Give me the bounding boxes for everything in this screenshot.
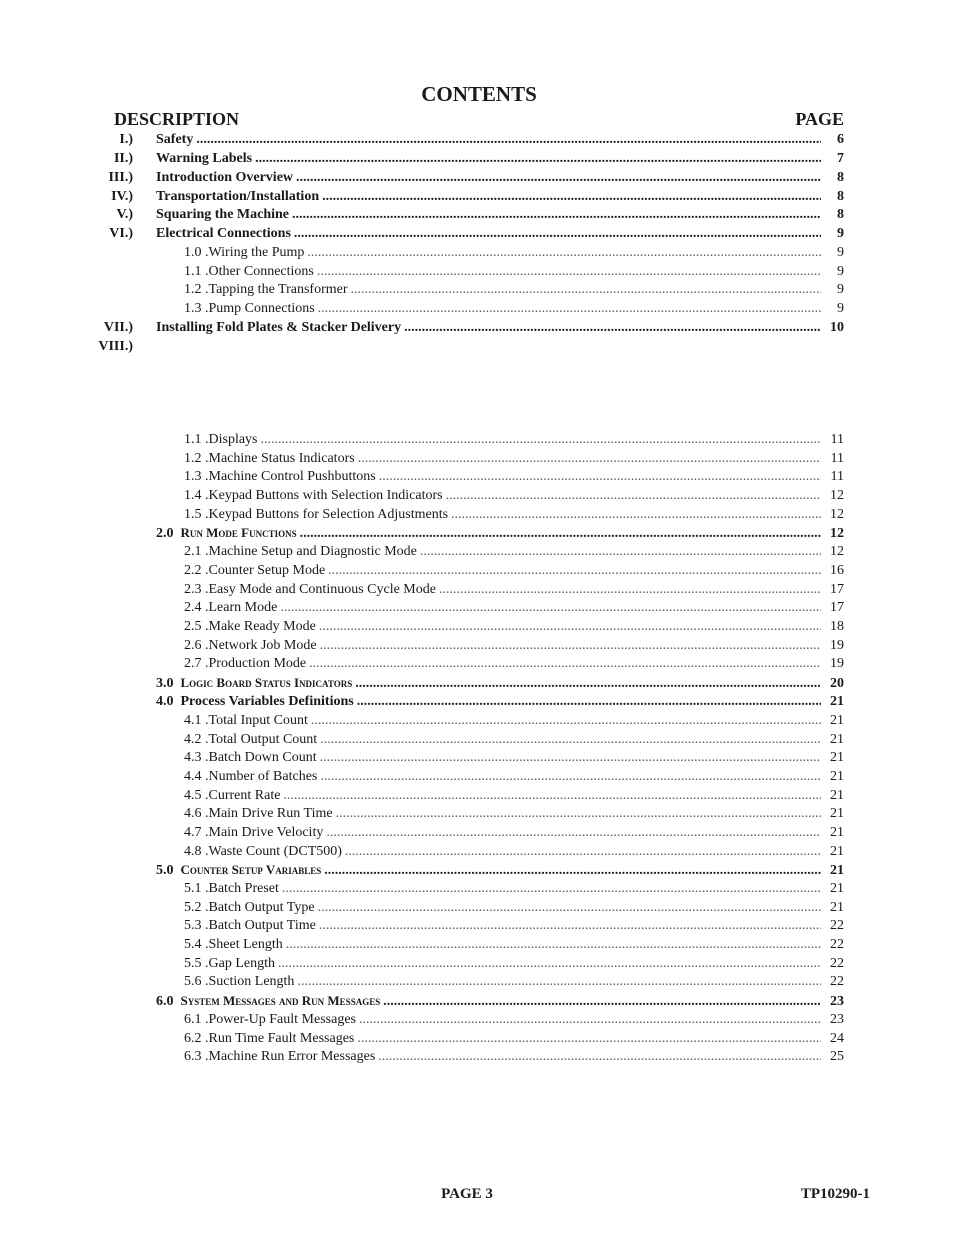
dot-leader — [319, 618, 821, 636]
entry-title: Electrical Connections — [156, 226, 291, 241]
toc-entry: 5.4 .Sheet Length ..... 22 — [0, 936, 954, 954]
entry-number: 2.5 — [184, 619, 202, 634]
entry-page-number: 22 — [830, 956, 844, 971]
toc-entry: 2.6 .Network Job Mode ..... 19 — [0, 637, 954, 655]
entry-title: Production Mode — [208, 656, 307, 671]
toc-entry: 4.3 .Batch Down Count ..... 21 — [0, 749, 954, 767]
entry-page-number: 21 — [830, 844, 844, 859]
toc-entry: 6.3 .Machine Run Error Messages ..... 25 — [0, 1048, 954, 1066]
toc-entry — [0, 150, 954, 168]
entry-page-number: 17 — [830, 600, 844, 615]
toc-entry — [0, 188, 954, 206]
toc-entry: 4.1 .Total Input Count ..... 21 — [0, 712, 954, 730]
entry-page-number: 11 — [830, 451, 844, 466]
section-roman-numeral: VII.) — [103, 320, 133, 335]
entry-number: 3.0 — [156, 676, 174, 691]
entry-title: Logic Board Status Indicators — [180, 675, 353, 690]
entry-number: 4.6 — [184, 806, 202, 821]
toc-entry — [0, 693, 954, 711]
entry-number: 6.0 — [156, 994, 174, 1009]
toc-entry — [0, 131, 954, 149]
toc-entry: 1.0 .Wiring the Pump ..... 9 — [0, 244, 954, 262]
entry-title: Total Output Count — [208, 732, 318, 747]
toc-entry: 4.2 .Total Output Count ..... 21 — [0, 731, 954, 749]
section-roman-numeral: V.) — [116, 207, 133, 222]
entry-page-number: 12 — [830, 526, 844, 541]
entry-page-number: 9 — [837, 282, 844, 297]
entry-number: 4.2 — [184, 732, 202, 747]
dot-leader — [320, 768, 821, 786]
dot-leader — [378, 1048, 821, 1066]
entry-page-number: 21 — [830, 750, 844, 765]
toc-entry: 5.3 .Batch Output Time ..... 22 — [0, 917, 954, 935]
entry-title: Introduction Overview — [156, 170, 294, 185]
page-header: PAGE — [795, 109, 844, 129]
entry-title: Waste Count (DCT500) — [208, 844, 342, 859]
entry-title: Counter Setup Variables — [180, 862, 322, 877]
entry-number: 5.6 — [184, 974, 202, 989]
entry-page-number: 25 — [830, 1049, 844, 1064]
entry-page-number: 22 — [830, 974, 844, 989]
entry-title: Tapping the Transformer — [208, 282, 348, 297]
entry-title: Warning Labels — [156, 151, 253, 166]
dot-leader — [297, 973, 821, 991]
entry-page-number: 21 — [830, 713, 844, 728]
dot-leader — [318, 300, 821, 318]
entry-title: Keypad Buttons with Selection Indicators — [208, 488, 443, 503]
entry-page-number: 9 — [837, 264, 844, 279]
entry-title: Run Time Fault Messages — [208, 1031, 355, 1046]
entry-page-number: 8 — [837, 207, 844, 222]
toc-entry: 4.4 .Number of Batches ..... 21 — [0, 768, 954, 786]
dot-leader — [255, 150, 821, 168]
entry-page-number: 9 — [837, 226, 844, 241]
toc-entry — [0, 524, 954, 542]
toc-entry — [0, 169, 954, 187]
toc-entry — [0, 206, 954, 224]
entry-number: 1.2 — [184, 451, 202, 466]
toc-entry: 1.2 .Tapping the Transformer ..... 9 — [0, 281, 954, 299]
toc-entry: 2.4 .Learn Mode ..... 17 — [0, 599, 954, 617]
entry-title: Pump Connections — [208, 301, 315, 316]
dot-leader — [336, 805, 821, 823]
entry-number: 4.5 — [184, 788, 202, 803]
entry-page-number: 21 — [830, 694, 844, 709]
entry-title: Installing Fold Plates & Stacker Delivery — [156, 320, 402, 335]
dot-leader — [358, 450, 821, 468]
entry-number: 6.2 — [184, 1031, 202, 1046]
entry-title: Power-Up Fault Messages — [208, 1012, 356, 1027]
dot-leader — [404, 319, 821, 337]
dot-leader — [383, 993, 821, 1011]
section-roman-numeral: II.) — [113, 151, 133, 166]
entry-number: 4.8 — [184, 844, 202, 859]
entry-title: Network Job Mode — [208, 638, 317, 653]
entry-number: 2.3 — [184, 582, 202, 597]
dot-leader — [357, 1030, 821, 1048]
dot-leader — [286, 936, 821, 954]
dot-leader — [307, 244, 821, 262]
entry-number: 2.7 — [184, 656, 202, 671]
entry-title: Sheet Length — [208, 937, 283, 952]
entry-number: 4.0 — [156, 694, 174, 709]
entry-page-number: 7 — [837, 151, 844, 166]
entry-title: Batch Output Time — [208, 918, 316, 933]
toc-entry: 1.5 .Keypad Buttons for Selection Adjustments ..... 12 — [0, 506, 954, 524]
entry-page-number: 20 — [830, 676, 844, 691]
page-title: CONTENTS — [421, 82, 537, 106]
entry-page-number: 24 — [830, 1031, 844, 1046]
entry-number: 5.3 — [184, 918, 202, 933]
entry-page-number: 17 — [830, 582, 844, 597]
toc-entry: 1.2 .Machine Status Indicators ..... 11 — [0, 450, 954, 468]
section-roman-numeral: VI.) — [109, 226, 133, 241]
toc-entry: 1.4 .Keypad Buttons with Selection Indicators ..... 12 — [0, 487, 954, 505]
entry-title: System Messages and Run Messages — [180, 993, 381, 1008]
entry-number: 2.4 — [184, 600, 202, 615]
dot-leader — [311, 712, 821, 730]
toc-entry: 1.1 .Displays ..... 11 — [0, 431, 954, 449]
entry-title: Wiring the Pump — [208, 245, 305, 260]
entry-title: Squaring the Machine — [156, 207, 290, 222]
entry-number: 1.0 — [184, 245, 202, 260]
entry-page-number: 8 — [837, 170, 844, 185]
dot-leader — [351, 281, 821, 299]
entry-number: 2.1 — [184, 544, 202, 559]
entry-page-number: 19 — [830, 638, 844, 653]
entry-title: Learn Mode — [208, 600, 278, 615]
entry-title: Total Input Count — [208, 713, 308, 728]
entry-title: Gap Length — [208, 956, 275, 971]
dot-leader — [196, 131, 821, 149]
entry-page-number: 19 — [830, 656, 844, 671]
entry-number: 4.4 — [184, 769, 202, 784]
entry-page-number: 21 — [830, 769, 844, 784]
entry-title: Number of Batches — [208, 769, 318, 784]
entry-number: 1.5 — [184, 507, 202, 522]
entry-page-number: 21 — [830, 900, 844, 915]
entry-title: Machine Status Indicators — [208, 451, 355, 466]
toc-entry: 2.2 .Counter Setup Mode ..... 16 — [0, 562, 954, 580]
entry-title: Displays — [208, 432, 258, 447]
dot-leader — [318, 899, 821, 917]
entry-page-number: 23 — [830, 1012, 844, 1027]
toc-entry: 2.1 .Machine Setup and Diagnostic Mode ..... 12 — [0, 543, 954, 561]
dot-leader — [324, 862, 821, 880]
entry-number: 1.3 — [184, 301, 202, 316]
entry-title: Suction Length — [208, 974, 295, 989]
entry-title: Current Rate — [208, 788, 281, 803]
dot-leader — [320, 731, 821, 749]
entry-number: 1.2 — [184, 282, 202, 297]
dot-leader — [320, 637, 821, 655]
dot-leader — [446, 487, 821, 505]
toc-entry: 1.1 .Other Connections ..... 9 — [0, 263, 954, 281]
toc-entry: 4.5 .Current Rate ..... 21 — [0, 787, 954, 805]
entry-number: 4.7 — [184, 825, 202, 840]
entry-title: Main Drive Velocity — [208, 825, 324, 840]
entry-title: Main Drive Run Time — [208, 806, 333, 821]
entry-title: Machine Setup and Diagnostic Mode — [208, 544, 417, 559]
toc-entry: 5.5 .Gap Length ..... 22 — [0, 955, 954, 973]
entry-number: 2.0 — [156, 526, 174, 541]
entry-title: Make Ready Mode — [208, 619, 316, 634]
entry-title: Run Mode Functions — [180, 525, 297, 540]
entry-number: 4.1 — [184, 713, 202, 728]
entry-page-number: 11 — [830, 469, 844, 484]
dot-leader — [309, 655, 821, 673]
entry-page-number: 11 — [830, 432, 844, 447]
dot-leader — [261, 431, 822, 449]
section-roman-numeral: IV.) — [111, 189, 133, 204]
toc-entry: 2.5 .Make Ready Mode ..... 18 — [0, 618, 954, 636]
entry-page-number: 21 — [830, 806, 844, 821]
entry-title: Keypad Buttons for Selection Adjustments — [208, 507, 449, 522]
entry-page-number: 23 — [830, 994, 844, 1009]
toc-entry — [0, 674, 954, 692]
entry-page-number: 21 — [830, 788, 844, 803]
entry-number: 6.3 — [184, 1049, 202, 1064]
toc-entry — [0, 319, 954, 337]
dot-leader — [296, 169, 821, 187]
entry-title: Batch Output Type — [208, 900, 315, 915]
entry-page-number: 9 — [837, 301, 844, 316]
section-roman-numeral: VIII.) — [98, 339, 133, 354]
entry-number: 2.2 — [184, 563, 202, 578]
entry-number: 5.2 — [184, 900, 202, 915]
entry-number: 5.4 — [184, 937, 202, 952]
entry-page-number: 21 — [830, 825, 844, 840]
dot-leader — [278, 955, 821, 973]
dot-leader — [292, 206, 821, 224]
entry-title: Process Variables Definitions — [180, 694, 354, 709]
entry-page-number: 12 — [830, 544, 844, 559]
toc-entry: 2.7 .Production Mode ..... 19 — [0, 655, 954, 673]
toc-entry — [0, 225, 954, 243]
entry-title: Batch Down Count — [208, 750, 317, 765]
entry-title: Safety — [156, 132, 194, 147]
toc-entry: 5.6 .Suction Length ..... 22 — [0, 973, 954, 991]
entry-number: 5.0 — [156, 863, 174, 878]
entry-page-number: 22 — [830, 937, 844, 952]
entry-page-number: 16 — [830, 563, 844, 578]
entry-title: Batch Preset — [208, 881, 279, 896]
entry-number: 1.3 — [184, 469, 202, 484]
entry-page-number: 9 — [837, 245, 844, 260]
entry-number: 1.1 — [184, 432, 202, 447]
entry-page-number: 6 — [837, 132, 844, 147]
entry-title: Other Connections — [208, 264, 314, 279]
dot-leader — [320, 749, 821, 767]
page-number: PAGE 3 — [441, 1186, 493, 1202]
dot-leader — [282, 880, 821, 898]
entry-title: Counter Setup Mode — [208, 563, 326, 578]
entry-page-number: 21 — [830, 881, 844, 896]
entry-page-number: 18 — [830, 619, 844, 634]
dot-leader — [345, 843, 821, 861]
description-header: DESCRIPTION — [114, 109, 240, 129]
dot-leader — [328, 562, 821, 580]
entry-number: 4.3 — [184, 750, 202, 765]
entry-number: 2.6 — [184, 638, 202, 653]
dot-leader — [451, 506, 821, 524]
entry-page-number: 21 — [830, 863, 844, 878]
dot-leader — [322, 188, 821, 206]
toc-entry — [0, 338, 954, 356]
dot-leader — [283, 787, 821, 805]
dot-leader — [326, 824, 821, 842]
dot-leader — [439, 581, 821, 599]
toc-entry: 4.8 .Waste Count (DCT500) ..... 21 — [0, 843, 954, 861]
toc-entry: 4.6 .Main Drive Run Time ..... 21 — [0, 805, 954, 823]
entry-title: Machine Run Error Messages — [208, 1049, 376, 1064]
dot-leader — [355, 675, 821, 693]
section-roman-numeral: III.) — [108, 170, 133, 185]
entry-number: 5.1 — [184, 881, 202, 896]
dot-leader — [294, 225, 821, 243]
dot-leader — [317, 263, 821, 281]
entry-page-number: 10 — [830, 320, 844, 335]
toc-entry: 6.1 .Power-Up Fault Messages ..... 23 — [0, 1011, 954, 1029]
entry-title: Easy Mode and Continuous Cycle Mode — [208, 582, 436, 597]
dot-leader — [300, 525, 821, 543]
dot-leader — [420, 543, 821, 561]
section-roman-numeral: I.) — [119, 132, 133, 147]
toc-entry: 1.3 .Pump Connections ..... 9 — [0, 300, 954, 318]
entry-page-number: 21 — [830, 732, 844, 747]
entry-number: 1.4 — [184, 488, 202, 503]
toc-entry: 1.3 .Machine Control Pushbuttons ..... 11 — [0, 468, 954, 486]
entry-page-number: 12 — [830, 488, 844, 503]
entry-page-number: 12 — [830, 507, 844, 522]
entry-number: 6.1 — [184, 1012, 202, 1027]
toc-entry: 5.1 .Batch Preset ..... 21 — [0, 880, 954, 898]
toc-entry: 2.3 .Easy Mode and Continuous Cycle Mode ..... 17 — [0, 581, 954, 599]
toc-entry: 5.2 .Batch Output Type ..... 21 — [0, 899, 954, 917]
dot-leader — [319, 917, 821, 935]
entry-number: 5.5 — [184, 956, 202, 971]
toc-entry — [0, 992, 954, 1010]
toc-entry: 4.7 .Main Drive Velocity ..... 21 — [0, 824, 954, 842]
toc-entry — [0, 861, 954, 879]
document-id: TP10290-1 — [800, 1186, 870, 1202]
dot-leader — [359, 1011, 821, 1029]
dot-leader — [357, 693, 821, 711]
toc-entry: 6.2 .Run Time Fault Messages ..... 24 — [0, 1030, 954, 1048]
dot-leader — [280, 599, 821, 617]
entry-number: 1.1 — [184, 264, 202, 279]
entry-title: Machine Control Pushbuttons — [208, 469, 376, 484]
entry-page-number: 8 — [837, 189, 844, 204]
dot-leader — [379, 468, 821, 486]
entry-title: Transportation/Installation — [156, 189, 320, 204]
entry-page-number: 22 — [830, 918, 844, 933]
